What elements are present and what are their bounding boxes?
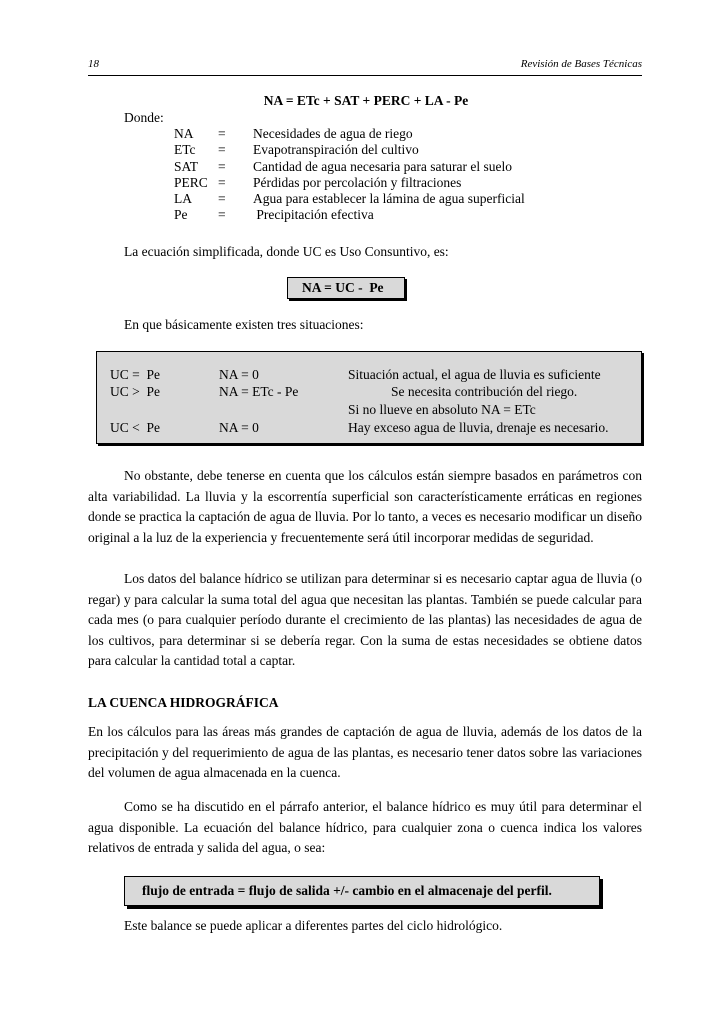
donde-label: Donde: [124,110,164,125]
paragraph: No obstante, debe tenerse en cuenta que los cálculos están siempre basados en parámetros con alta variabilidad. La lluvia y la escorrentía superficial son característicamente erráticas en regiones donde se practica la captación de agua de lluvia. Por lo tanto, a veces es necesario modificar un diseño original a la luz de la experiencia y frecuentemente será útil incorporar medidas de seguridad. [88,468,642,545]
section-heading: LA CUENCA HIDROGRÁFICA [88,695,279,710]
paragraph: Como se ha discutido en el párrafo anterior, el balance hídrico es muy útil para determinar el agua disponible. La ecuación del balance hídrico, para cualquier zona o cuenca indica los valores relativos de entrada y salida del agua, o sea: [88,799,642,855]
equals-sign: = [218,142,226,158]
simplified-equation-box: NA = UC - Pe [287,277,405,299]
situation-row [97,383,641,400]
variable-symbol: PERC [174,174,208,190]
variable-definition: Precipitación efectiva [253,207,374,223]
running-title: Revisión de Bases Técnicas [520,58,642,70]
paragraph: En los cálculos para las áreas más grandes de captación de agua de lluvia, además de los datos de la precipitación y del requerimiento de agua de las plantas, es necesario tener datos sobre las variaciones del volumen de agua almacenada en la cuenca. [88,724,642,780]
variable-definition: Agua para establecer la lámina de agua superficial [253,191,525,207]
closing-sentence: Este balance se puede aplicar a diferentes partes del ciclo hidrológico. [124,918,503,933]
flow-equation-box: flujo de entrada = flujo de salida +/- cambio en el almacenaje del perfil. [124,876,600,906]
variable-symbol: SAT [174,158,199,174]
situation-condition: UC < Pe [110,420,160,435]
situation-result: NA = ETc - Pe [219,384,299,399]
variable-definition: Cantidad de agua necesaria para saturar el suelo [253,158,512,174]
variable-symbol: ETc [174,142,196,158]
situation-condition: UC = Pe [110,367,160,382]
situation-description: Se necesita contribución del riego. [391,384,578,399]
situation-description: Situación actual, el agua de lluvia es suficiente [348,367,601,382]
variable-definition: Evapotranspiración del cultivo [253,142,419,158]
page-number: 18 [88,58,99,70]
variable-symbol: Pe [174,207,188,223]
simplified-intro: La ecuación simplificada, donde UC es Uso Consuntivo, es: [124,244,449,259]
paragraph: Los datos del balance hídrico se utilizan para determinar si es necesario captar agua de lluvia (o regar) y para calcular la suma total del agua que necesitan las plantas. También se puede calcular para cada mes (o para cualquier período durante el crecimiento de las plantas) las necesidades de agua de los cultivos, para determinar si se debería regar. Con la suma de estas necesidades se obtiene datos para calcular la cantidad total a captar. [88,571,642,668]
situation-description: Si no llueve en absoluto NA = ETc [348,402,536,417]
situation-row [97,401,641,418]
situations-box [96,351,642,444]
equals-sign: = [218,174,226,190]
main-equation: NA = ETc + SAT + PERC + LA - Pe [263,93,469,108]
situation-result: NA = 0 [219,420,259,435]
variable-symbol: NA [174,126,194,141]
equals-sign: = [218,207,226,223]
variable-symbol: LA [174,191,192,207]
situation-description: Hay exceso agua de lluvia, drenaje es necesario. [348,420,609,435]
situation-result: NA = 0 [219,367,259,382]
situation-row [97,366,641,383]
variable-definition: Pérdidas por percolación y filtraciones [253,174,462,190]
situation-condition: UC > Pe [110,384,160,399]
situations-intro: En que básicamente existen tres situaciones: [124,317,364,332]
equals-sign: = [218,191,226,207]
equals-sign: = [218,126,226,141]
header-rule [88,75,642,76]
situation-row [97,419,641,436]
equals-sign: = [218,158,226,174]
variable-definition: Necesidades de agua de riego [253,126,413,141]
